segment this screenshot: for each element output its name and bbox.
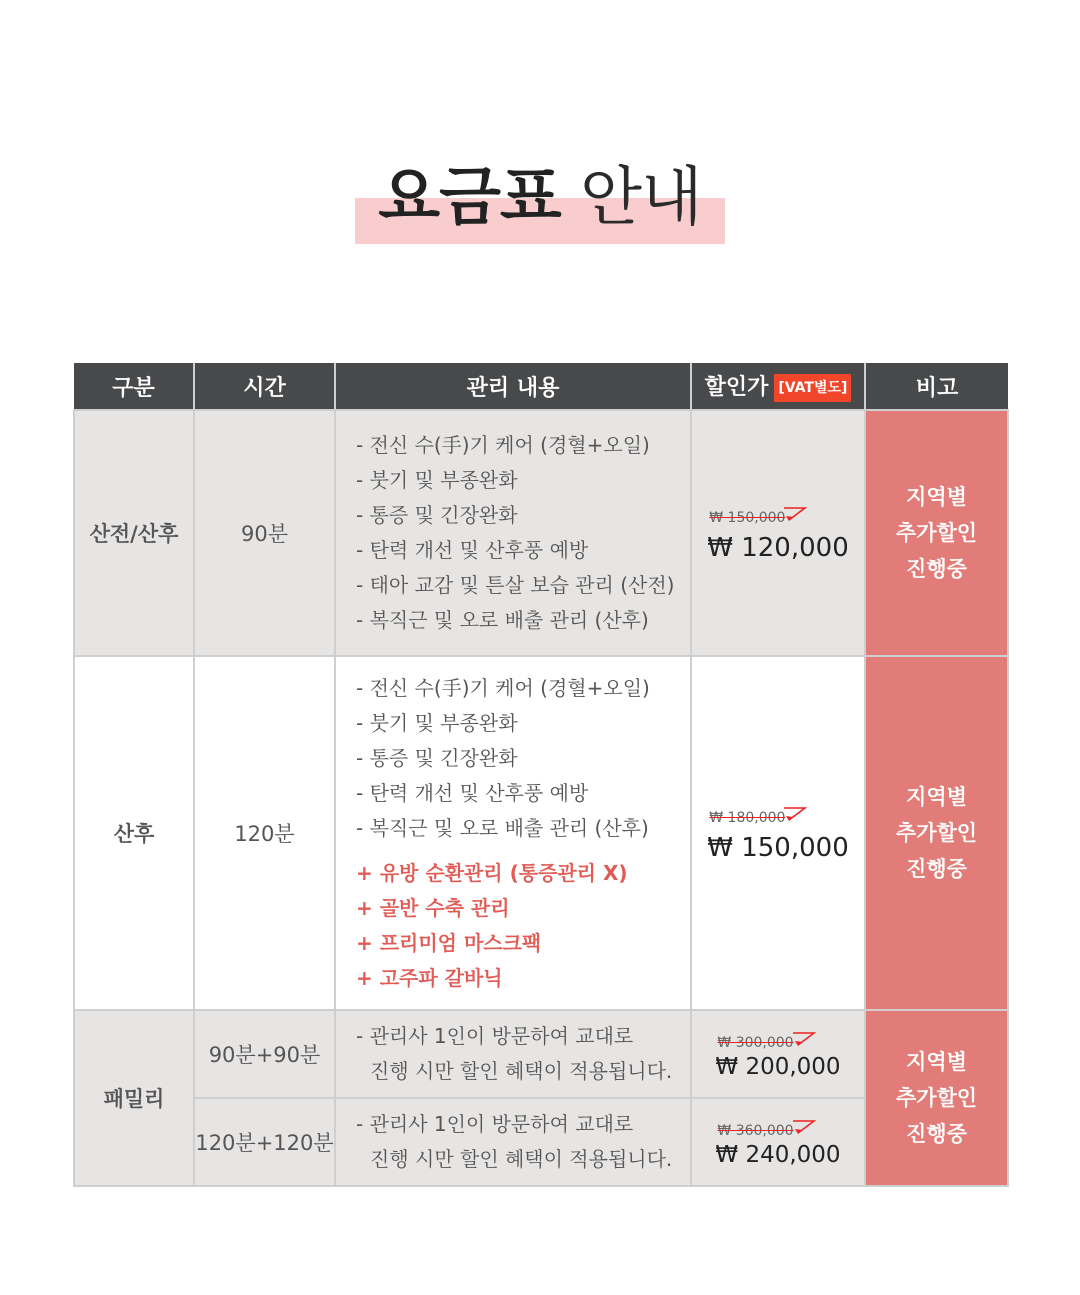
note-line: 지역별: [906, 785, 967, 809]
header-note: 비고: [865, 363, 1008, 410]
content-item: - 전신 수(手)기 케어 (경혈+오일): [356, 675, 650, 700]
title-regular: 안내: [580, 161, 702, 235]
row-price: [691, 1098, 865, 1186]
discount-arrow-icon: [783, 805, 807, 823]
note-line: 추가할인: [895, 521, 978, 545]
header-price: [691, 363, 865, 410]
content-item: - 통증 및 긴장완화: [356, 745, 518, 770]
discount-arrow-icon: [792, 1030, 816, 1048]
content-item: - 관리사 1인이 방문하여 교대로: [356, 1024, 634, 1048]
row-category: 산전/산후: [74, 410, 194, 656]
header-content: 관리 내용: [335, 363, 691, 410]
extra-item: + 고주파 갈바닉: [356, 965, 503, 990]
content-item: - 통증 및 긴장완화: [356, 503, 518, 527]
row-category: 패밀리: [74, 1010, 194, 1186]
row-content: [335, 656, 691, 1010]
row-note: [865, 1010, 1008, 1186]
old-price: ₩ 300,000: [717, 1035, 794, 1051]
new-price: ₩ 240,000: [715, 1142, 841, 1168]
row-price: [691, 656, 865, 1010]
row-content: [335, 1010, 691, 1098]
note-line: 지역별: [906, 1050, 967, 1074]
row-category: 산후: [74, 656, 194, 1010]
content-item: 진행 시만 할인 혜택이 적용됩니다.: [370, 1147, 673, 1171]
content-item: - 관리사 1인이 방문하여 교대로: [356, 1112, 634, 1136]
row-time: 90분+90분: [194, 1010, 335, 1098]
row-price: [691, 410, 865, 656]
content-item: - 탄력 개선 및 산후풍 예방: [356, 780, 589, 805]
note-line: 진행중: [906, 857, 967, 881]
title-section: [0, 150, 1080, 250]
content-item: - 전신 수(手)기 케어 (경혈+오일): [356, 433, 650, 457]
note-line: 진행중: [906, 1122, 967, 1146]
note-line: 진행중: [906, 557, 967, 581]
discount-arrow-icon: [792, 1118, 816, 1136]
page-title: [0, 158, 1080, 238]
row-note: [865, 410, 1008, 656]
content-item: - 복직근 및 오로 배출 관리 (산후): [356, 608, 649, 632]
extra-item: + 유방 순환관리 (통증관리 X): [356, 860, 628, 885]
row-time: 120분+120분: [194, 1098, 335, 1186]
old-price: ₩ 360,000: [717, 1123, 794, 1139]
discount-arrow-icon: [783, 505, 807, 523]
table-row: [74, 1010, 1008, 1098]
note-line: 지역별: [906, 485, 967, 509]
vat-badge: [VAT별도]: [774, 374, 851, 402]
table-row: [74, 656, 1008, 1010]
row-time: 90분: [194, 410, 335, 656]
new-price: ₩ 120,000: [707, 533, 849, 563]
note-line: 추가할인: [895, 1086, 978, 1110]
content-item: - 복직근 및 오로 배출 관리 (산후): [356, 815, 649, 840]
extra-item: + 골반 수축 관리: [356, 895, 510, 920]
table-row: [74, 410, 1008, 656]
row-content: [335, 410, 691, 656]
table-header-row: [74, 363, 1008, 410]
new-price: ₩ 150,000: [707, 833, 849, 863]
old-price: ₩ 150,000: [709, 510, 786, 526]
row-note: [865, 656, 1008, 1010]
price-table: [73, 363, 1009, 1187]
header-time: 시간: [194, 363, 335, 410]
row-content: [335, 1098, 691, 1186]
new-price: ₩ 200,000: [715, 1054, 841, 1080]
old-price: ₩ 180,000: [709, 810, 786, 826]
content-item: 진행 시만 할인 혜택이 적용됩니다.: [370, 1059, 673, 1083]
note-line: 추가할인: [895, 821, 978, 845]
header-category: 구분: [74, 363, 194, 410]
header-price-label: 할인가: [704, 375, 769, 400]
content-item: - 붓기 및 부종완화: [356, 468, 518, 492]
content-item: - 탄력 개선 및 산후풍 예방: [356, 538, 589, 562]
title-bold: 요금표: [378, 161, 561, 235]
content-item: - 태아 교감 및 튼살 보습 관리 (산전): [356, 573, 675, 597]
extra-item: + 프리미엄 마스크팩: [356, 930, 542, 955]
content-item: - 붓기 및 부종완화: [356, 710, 518, 735]
row-time: 120분: [194, 656, 335, 1010]
row-price: [691, 1010, 865, 1098]
